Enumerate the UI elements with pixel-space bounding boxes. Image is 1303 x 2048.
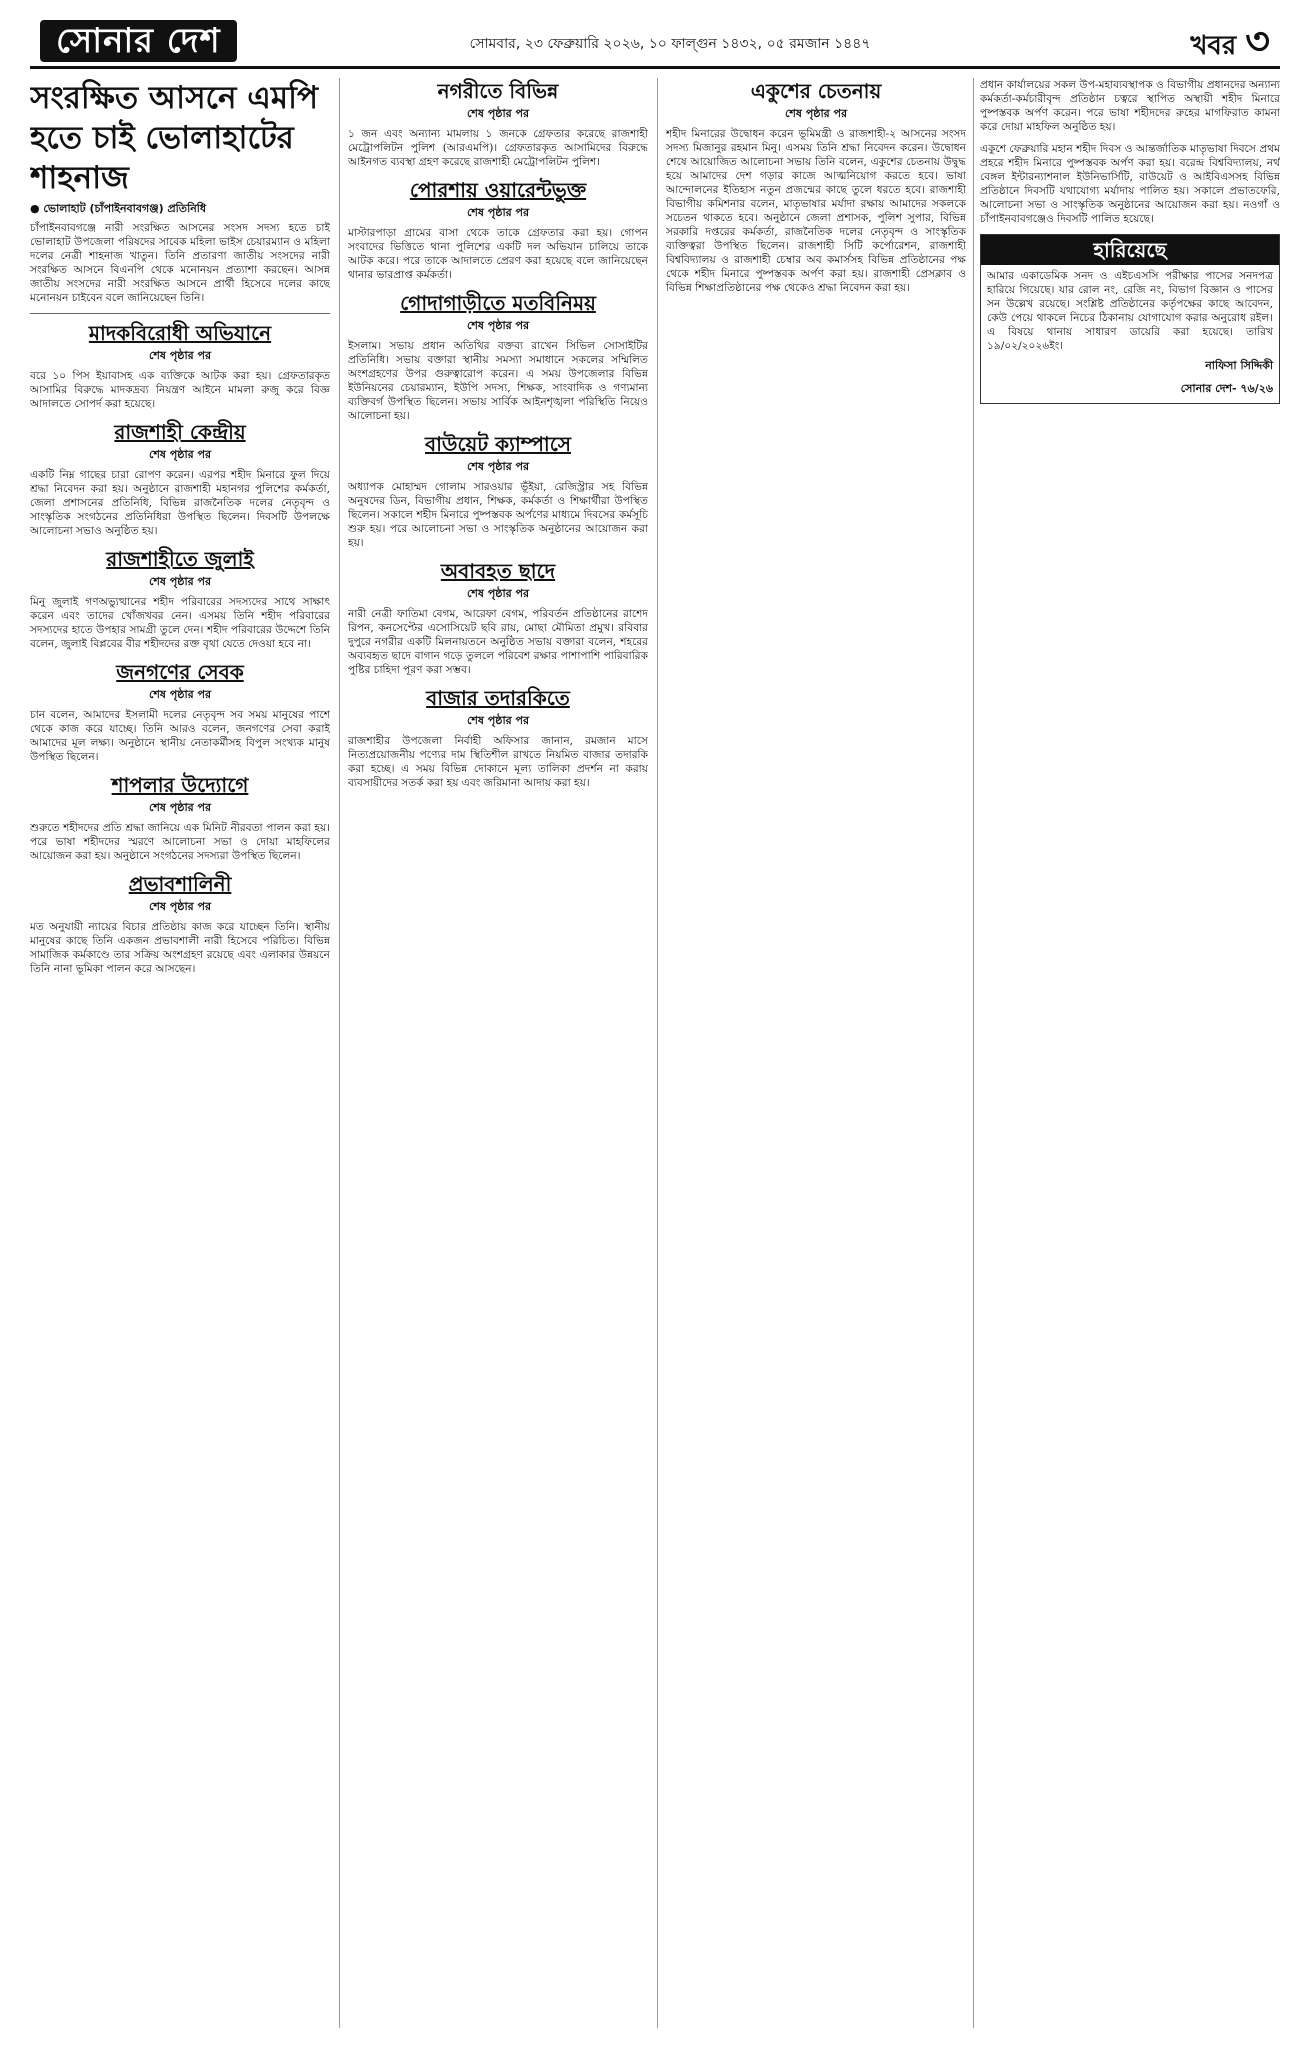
page-number: ৩	[1245, 19, 1270, 63]
continuation-label: শেষ পৃষ্ঠার পর	[148, 900, 212, 913]
column-3	[666, 78, 966, 2028]
lead-byline: ● ভোলাহাট (চাঁপাইনবাবগঞ্জ) প্রতিনিধি	[30, 202, 207, 215]
story-divider	[30, 313, 330, 314]
continuation-label: শেষ পৃষ্ঠার পর	[148, 448, 212, 461]
lead-body: চাঁপাইনবাবগঞ্জে নারী সংরক্ষিত আসনের সংসদ সদস্য হতে চাই ভোলাহাট উপজেলা পরিষদের সাবেক মহিলা ভাইস চেয়ারম্যান ও মহিলা দলের নেত্রী শাহনাজ খাতুন। তিনি প্রতারণা জাতীয় সংসদের নারী সংরক্ষিত আসনে বিএনপি থেকে মনোনয়ন প্রত্যাশা করছেন। আসন্ন জাতীয় সংসদের নারী সংরক্ষিত আসনে প্রার্থী হিসেবে দলের কাছে মনোনয়ন চাইবেন বলে জানিয়েছেন তিনি।	[30, 222, 330, 304]
newspaper-logo: সোনার দেশ	[40, 20, 237, 62]
story-body: রাজশাহীর উপজেলা নির্বাহী অফিসার জানান, রমজান মাসে নিত্যপ্রয়োজনীয় পণ্যের দাম স্থিতিশীল রাখতে নিয়মিত বাজার তদারকি করা হচ্ছে। এ সময় বিভিন্ন দোকানে মূল্য তালিকা প্রদর্শন না করায় ব্যবসায়ীদের সতর্ক করা হয় এবং জরিমানা আদায় করা হয়।	[348, 735, 648, 789]
page-tag	[1190, 20, 1270, 67]
story-body: শুরুতে শহীদদের প্রতি শ্রদ্ধা জানিয়ে এক মিনিট নীরবতা পালন করা হয়। পরে ভাষা শহীদদের স্মরণে আলোচনা সভা ও দোয়া মাহফিলের আয়োজন করা হয়। অনুষ্ঠানে সংগঠনের সদস্যরা উপস্থিত ছিলেন।	[30, 822, 330, 862]
continuation-label: শেষ পৃষ্ঠার পর	[466, 319, 530, 332]
story-headline: রাজশাহীতে জুলাই	[106, 547, 254, 571]
story-body: মাস্টারপাড়া গ্রামের বাসা থেকে তাকে গ্রেফতার করা হয়। গোপন সংবাদের ভিত্তিতে থানা পুলিশের একটি দল অভিযান চালিয়ে তাকে আটক করে। পরে তাকে আদালতে প্রেরণ করা হয়েছে বলে জানিয়েছেন থানার ভারপ্রাপ্ত কর্মকর্তা।	[348, 227, 648, 281]
story	[30, 871, 330, 976]
story	[980, 142, 1280, 226]
column-2	[348, 78, 648, 2028]
continuation-label: শেষ পৃষ্ঠার পর	[466, 587, 530, 600]
continuation-label: শেষ পৃষ্ঠার পর	[148, 349, 212, 362]
story	[348, 177, 648, 282]
story-headline: মাদকবিরোধী অভিযানে	[88, 321, 272, 345]
lost-notice-signature: নাফিসা সিদ্দিকী	[1205, 359, 1273, 372]
story	[348, 290, 648, 423]
story-body: মিনু জুলাই গণঅভ্যুত্থানের শহীদ পরিবারের সদস্যদের সাথে সাক্ষাৎ করেন এবং তাদের খোঁজখবর নেন। এসময় তিনি শহীদ পরিবারের সদস্যদের হাতে উপহার সামগ্রী তুলে দেন। শহীদ পরিবারের উদ্দেশে তিনি বলেন, জুলাই বিপ্লবের বীর শহীদদের রক্ত বৃথা যেতে দেওয়া হবে না।	[30, 596, 330, 650]
lead-headline: সংরক্ষিত আসনে এমপি হতে চাই ভোলাহাটের শাহনাজ	[30, 80, 319, 196]
story-headline: বাজার তদারকিতে	[426, 686, 570, 710]
story	[348, 558, 648, 677]
story-body: একুশে ফেব্রুয়ারি মহান শহীদ দিবস ও আন্তর্জাতিক মাতৃভাষা দিবসে প্রথম প্রহরে শহীদ মিনারে পুষ্পস্তবক অর্পণ করা হয়। বরেন্দ্র বিশ্ববিদ্যালয়, নর্থ বেঙ্গল ইন্টারন্যাশনাল ইউনিভার্সিটি, বাউয়েট ও আইবিএসসহ বিভিন্ন প্রতিষ্ঠানে দিবসটি যথাযোগ্য মর্যাদায় পালিত হয়। সকালে প্রভাতফেরি, আলোচনা সভা ও সাংস্কৃতিক অনুষ্ঠানের আয়োজন করা হয়। নওগাঁ ও চাঁপাইনবাবগঞ্জেও দিবসটি পালিত হয়েছে।	[980, 143, 1280, 225]
masthead	[30, 20, 1280, 69]
lost-notice-code: সোনার দেশ- ৭৬/২৬	[1180, 382, 1273, 395]
continuation-label: শেষ পৃষ্ঠার পর	[148, 801, 212, 814]
story	[348, 78, 648, 169]
story-headline: বাউয়েট ক্যাম্পাসে	[424, 432, 571, 456]
section-name: খবর	[1190, 31, 1237, 61]
continuation-label: শেষ পৃষ্ঠার পর	[466, 460, 530, 473]
story	[30, 419, 330, 538]
story-body: ১ জন এবং অন্যান্য মামলায় ১ জনকে গ্রেফতার করেছে রাজশাহী মেট্রোপলিটন পুলিশ (আরএমপি)। গ্রেফতারকৃত আসামিদের বিরুদ্ধে আইনগত ব্যবস্থা গ্রহণ করেছে রাজশাহী মেট্রোপলিটন পুলিশ।	[348, 128, 648, 168]
story-headline: জনগণের সেবক	[116, 660, 244, 684]
continuation-label: শেষ পৃষ্ঠার পর	[148, 688, 212, 701]
column-1	[30, 78, 330, 2028]
story	[666, 78, 966, 295]
story-body: নারী নেত্রী ফাতিমা বেগম, আরেফা বেগম, পরিবর্তন প্রতিষ্ঠানের রাশেদ রিপন, কনসেপ্টের এসোসিয়েট ছবি রায়, মোছা মৌমিতা প্রমুখ। রবিবার দুপুরে নগরীর একটি মিলনায়তনে অনুষ্ঠিত সভায় বক্তারা বলেন, শহরের অব্যবহৃত ছাদে বাগান গড়ে তুললে পরিবেশ রক্ষার পাশাপাশি পারিবারিক পুষ্টির চাহিদা পূরণ করা সম্ভব।	[348, 608, 648, 676]
story-body: চান বলেন, আমাদের ইসলামী দলের নেতৃবৃন্দ সব সময় মানুষের পাশে থেকে কাজ করে যাচ্ছে। তিনি আরও বলেন, জনগণের সেবা করাই আমাদের মূল লক্ষ্য। অনুষ্ঠানে স্থানীয় নেতাকর্মীসহ বিপুল সংখ্যক মানুষ উপস্থিত ছিলেন।	[30, 709, 330, 763]
story-body: বরে ১০ পিস ইয়াবাসহ এক ব্যক্তিকে আটক করা হয়। গ্রেফতারকৃত আসামির বিরুদ্ধে মাদকদ্রব্য নিয়ন্ত্রণ আইনে মামলা রুজু করে বিজ্ঞ আদালতে সোপর্দ করা হয়েছে।	[30, 370, 330, 410]
story-headline: একুশের চেতনায়	[750, 79, 882, 103]
column-divider	[657, 78, 658, 2028]
story-headline: শাপলার উদ্যোগে	[111, 773, 249, 797]
column-divider	[339, 78, 340, 2028]
newspaper-page	[30, 20, 1280, 2030]
story-body: প্রধান কার্যালয়ের সকল উপ-মহাব্যবস্থাপক ও বিভাগীয় প্রধানদের অন্যান্য কর্মকর্তা-কর্মচারীবৃন্দ প্রতিষ্ঠান চত্বরে স্থাপিত অস্থায়ী শহীদ মিনারে পুষ্পস্তবক অর্পণ করেন। পরে ভাষা শহীদদের রুহের মাগফিরাত কামনা করে দোয়া মাহফিল অনুষ্ঠিত হয়।	[980, 79, 1280, 133]
story	[30, 546, 330, 651]
lost-notice-title: হারিয়েছে	[981, 235, 1279, 265]
story-headline: নগরীতে বিভিন্ন	[437, 79, 559, 103]
lost-notice	[980, 234, 1280, 404]
story	[30, 659, 330, 764]
continuation-label: শেষ পৃষ্ঠার পর	[466, 714, 530, 727]
column-divider	[973, 78, 974, 2028]
story	[348, 431, 648, 550]
story-body: অধ্যাপক মোহাম্মদ গোলাম সারওয়ার ভূঁইয়া, রেজিস্ট্রার সহ বিভিন্ন অনুষদের ডিন, বিভাগীয় প্রধান, শিক্ষক, কর্মকর্তা ও শিক্ষার্থীরা উপস্থিত ছিলেন। সকালে শহীদ মিনারে পুষ্পস্তবক অর্পণের মাধ্যমে দিবসের কর্মসূচি শুরু হয়। পরে আলোচনা সভা ও সাংস্কৃতিক অনুষ্ঠানের আয়োজন করা হয়।	[348, 481, 648, 549]
continuation-label: শেষ পৃষ্ঠার পর	[466, 206, 530, 219]
column-4	[980, 78, 1280, 2028]
story-body: মত অনুযায়ী ন্যায়ের বিচার প্রতিষ্ঠায় কাজ করে যাচ্ছেন তিনি। স্থানীয় মানুষের কাছে তিনি একজন প্রভাবশালী নারী হিসেবে পরিচিত। বিভিন্ন সামাজিক কর্মকাণ্ডে তার সক্রিয় অংশগ্রহণ রয়েছে এবং এলাকার উন্নয়নে তিনি নানা ভূমিকা পালন করে আসছেন।	[30, 921, 330, 975]
dateline: সোমবার, ২৩ ফেব্রুয়ারি ২০২৬, ১০ ফাল্গুন ১৪৩২, ০৫ রমজান ১৪৪৭	[469, 36, 871, 52]
story	[30, 772, 330, 863]
story	[980, 78, 1280, 134]
continuation-label: শেষ পৃষ্ঠার পর	[784, 107, 848, 120]
story-headline: গোদাগাড়ীতে মতবিনিময়	[400, 291, 596, 315]
story-headline: পোরশায় ওয়ারেন্টভুক্ত	[409, 178, 587, 202]
continuation-label: শেষ পৃষ্ঠার পর	[466, 107, 530, 120]
lead-story	[30, 78, 330, 305]
lost-notice-body: আমার একাডেমিক সনদ ও এইচএসসি পরীক্ষার পাসের সনদপত্র হারিয়ে গিয়েছে। যার রোল নং, রেজি নং, বিভাগ বিজ্ঞান ও পাসের সন উল্লেখ রয়েছে। সংশ্লিষ্ট প্রতিষ্ঠানের কর্তৃপক্ষের কাছে আবেদন, কেউ পেয়ে থাকলে নিচের ঠিকানায় যোগাযোগ করার অনুরোধ রইল। এ বিষয়ে থানায় সাধারণ ডায়েরি করা হয়েছে। তারিখ ১৯/০২/২০২৬ইং।	[987, 270, 1273, 352]
story-headline: রাজশাহী কেন্দ্রীয়	[114, 420, 246, 444]
story	[348, 685, 648, 790]
story-headline: প্রভাবশালিনী	[128, 872, 232, 896]
story-body: শহীদ মিনারের উদ্বোধন করেন ভূমিমন্ত্রী ও রাজশাহী-২ আসনের সংসদ সদস্য মিজানুর রহমান মিনু। এসময় তিনি শ্রদ্ধা নিবেদন করেন। উদ্বোধন শেষে আয়োজিত আলোচনা সভায় তিনি বলেন, একুশের চেতনায় উদ্বুদ্ধ হয়ে আমাদের দেশ গড়ার কাজে আত্মনিয়োগ করতে হবে। ভাষা আন্দোলনের ইতিহাস নতুন প্রজন্মের কাছে তুলে ধরতে হবে। রাজশাহী বিভাগীয় কমিশনার বলেন, মাতৃভাষার মর্যাদা রক্ষায় আমাদের সকলকে সচেতন থাকতে হবে। অনুষ্ঠানে জেলা প্রশাসক, পুলিশ সুপার, বিভিন্ন সরকারি দপ্তরের কর্মকর্তা, রাজনৈতিক দলের নেতৃবৃন্দ ও সাংস্কৃতিক ব্যক্তিত্বরা উপস্থিত ছিলেন। রাজশাহী সিটি কর্পোরেশন, রাজশাহী বিশ্ববিদ্যালয় ও রাজশাহী চেম্বার অব কমার্সসহ বিভিন্ন প্রতিষ্ঠানের পক্ষ থেকে শহীদ মিনারে পুষ্পস্তবক অর্পণ করা হয়। রাজশাহী প্রেসক্লাব ও বিভিন্ন শিক্ষাপ্রতিষ্ঠানের পক্ষ থেকেও শ্রদ্ধা নিবেদন করা হয়।	[666, 128, 966, 294]
story-body: ইসলাম। সভায় প্রধান অতিথির বক্তব্য রাখেন সিভিল সোসাইটির প্রতিনিধি। সভায় বক্তারা স্থানীয় সমস্যা সমাধানে সকলের সম্মিলিত অংশগ্রহণের উপর গুরুত্বারোপ করেন। এ সময় উপজেলার বিভিন্ন ইউনিয়নের চেয়ারম্যান, ইউপি সদস্য, শিক্ষক, সাংবাদিক ও গণ্যমান্য ব্যক্তিবর্গ উপস্থিত ছিলেন। সভায় সার্বিক আইনশৃঙ্খলা পরিস্থিতি নিয়েও আলোচনা হয়।	[348, 340, 648, 422]
story-body: একটি নিম্ন গাছের চারা রোপণ করেন। এরপর শহীদ মিনারে ফুল দিয়ে শ্রদ্ধা নিবেদন করা হয়। অনুষ্ঠানে রাজশাহী মহানগর পুলিশের কর্মকর্তা, জেলা প্রশাসনের প্রতিনিধি, বিভিন্ন রাজনৈতিক দলের নেতৃবৃন্দ ও সাংস্কৃতিক সংগঠনের প্রতিনিধিরা উপস্থিত ছিলেন। দিবসটি উপলক্ষে আলোচনা সভাও অনুষ্ঠিত হয়।	[30, 469, 330, 537]
lost-notice-content	[981, 265, 1279, 403]
story-headline: অবাবহত ছাদে	[440, 559, 556, 583]
continuation-label: শেষ পৃষ্ঠার পর	[148, 575, 212, 588]
story	[30, 320, 330, 411]
